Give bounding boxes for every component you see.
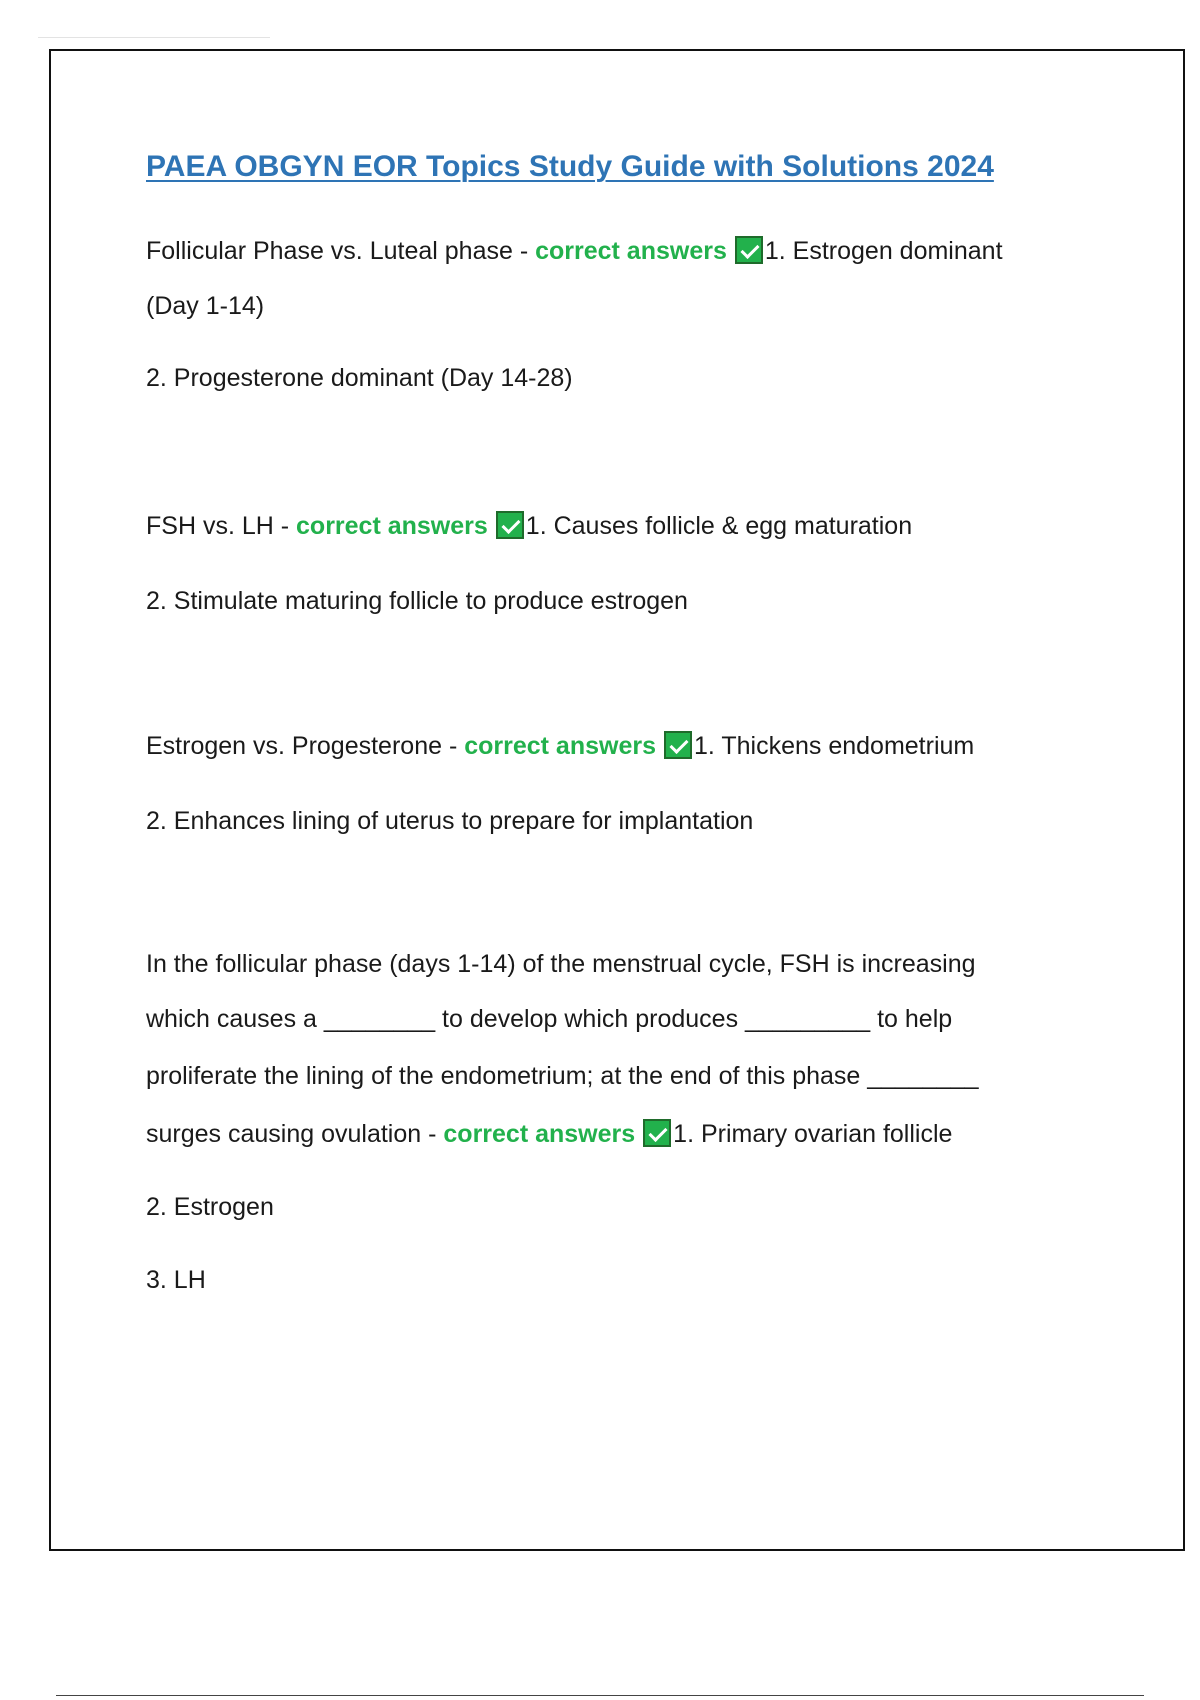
q3-line [146,730,974,762]
q3-correct-label: correct answers [464,732,656,760]
q1-question: Follicular Phase vs. Luteal phase [146,237,513,265]
q3-answer-1: 1. Thickens endometrium [694,732,975,760]
q2-line [146,510,912,542]
q4-question-line-3: proliferate the lining of the endometrium; at the end of this phase ________ [146,1062,979,1090]
q2-question: FSH vs. LH [146,512,274,540]
green-checkmark-icon [496,511,524,539]
q1-correct-label: correct answers [535,237,727,265]
q4-question-line-1: In the follicular phase (days 1-14) of the menstrual cycle, FSH is increasing [146,950,976,978]
q1-answer-cont: (Day 1-14) [146,292,265,320]
document-title: PAEA OBGYN EOR Topics Study Guide with Solutions 2024 [146,150,994,183]
q3-separator: - [442,732,465,760]
top-faint-line [38,37,270,38]
q2-separator: - [273,512,297,540]
green-checkmark-icon [664,731,692,759]
q4-correct-label: correct answers [443,1120,636,1148]
q4-question-line-4: surges causing ovulation [146,1120,422,1148]
green-checkmark-icon [643,1119,671,1147]
bottom-rule [56,1695,1144,1696]
q4-separator: - [421,1120,444,1148]
q4-answer-2: 2. Estrogen [146,1193,274,1221]
q2-answer-1: 1. Causes follicle & egg maturation [525,512,913,540]
q4-answer-3: 3. LH [146,1266,206,1294]
q1-answer-2: 2. Progesterone dominant (Day 14-28) [146,364,573,392]
q2-correct-label: correct answers [296,512,488,540]
q4-answer-1: 1. Primary ovarian follicle [673,1120,953,1148]
q1-line [146,235,1003,267]
q1-answer-1: 1. Estrogen dominant [764,237,1003,265]
q3-answer-2: 2. Enhances lining of uterus to prepare for implantation [146,807,754,835]
q4-line [146,1118,952,1150]
q1-separator: - [512,237,536,265]
page-frame [49,49,1185,1551]
q3-question: Estrogen vs. Progesterone [146,732,442,760]
q4-question-line-2: which causes a ________ to develop which produces _________ to help [146,1005,953,1033]
green-checkmark-icon [735,236,763,264]
q2-answer-2: 2. Stimulate maturing follicle to produce estrogen [146,587,688,615]
